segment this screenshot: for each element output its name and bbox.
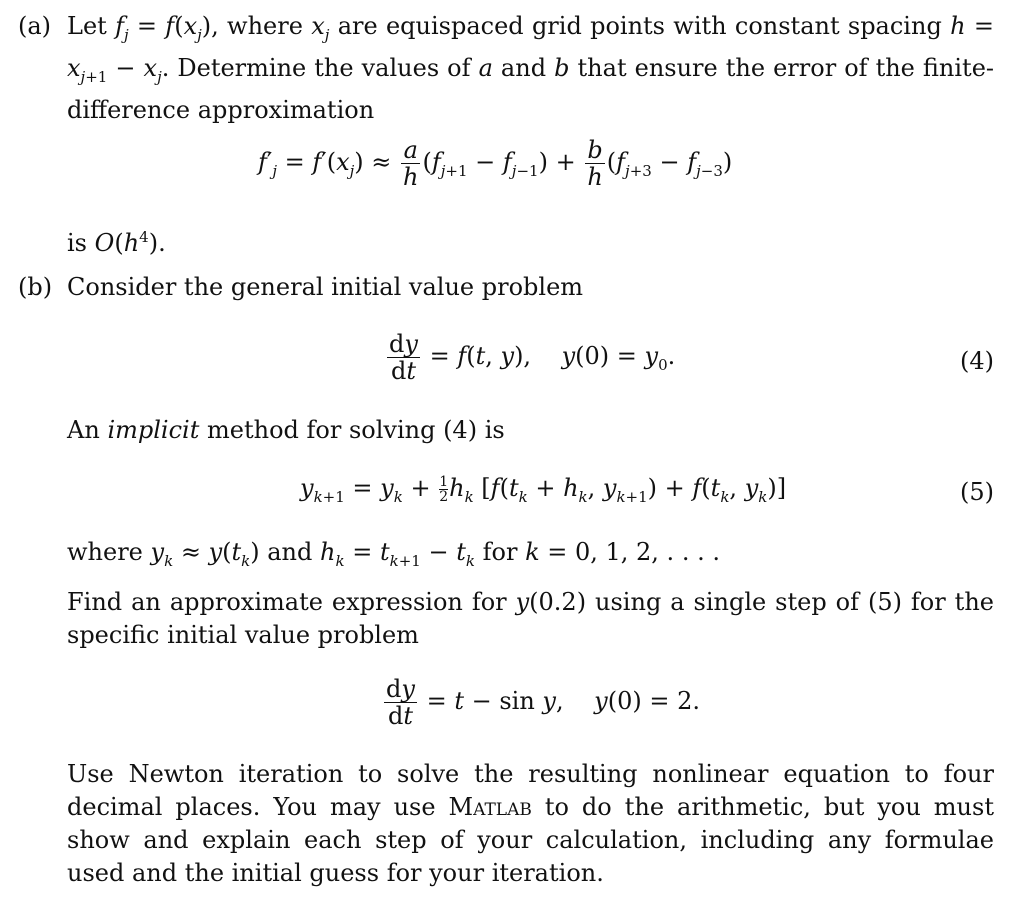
general-ivp-equation: $\frac{dy}{dt}$ = f(t, y), $y(0) = y_0$. xyxy=(389,330,676,385)
equation-number-4: (4) xyxy=(960,347,994,375)
part-a-statement: Let $f_j = f(x_j)$, where $x_j$ are equispaced grid points with constant spacing $h = x_{j+1} - x_j$. Determine the values of a and b that ensure the error of the finite-difference approximation xyxy=(67,12,995,124)
specific-ivp-equation: $\frac{dy}{dt}$ = t − sin y, y(0) = 2. xyxy=(386,675,700,730)
part-b-label: (b) xyxy=(18,273,53,301)
where-definitions-text: where $y_k \approx y(t_k)$ and $h_k = t_{k+1} - t_k$ for k = 0, 1, 2, . . . . xyxy=(67,538,720,570)
finite-difference-equation: $f'_j = f'(x_j)$ ≈ $\frac{a}{h}$ $(f_{j+1} - f_{j-1})$ + $\frac{b}{h}$ $(f_{j+3} - f_{j-3})$ xyxy=(258,136,733,191)
implicit-method-equation: $y_{k+1} = y_k$ + $\frac{1}{2}$ $h_k$ [$f(t_k + h_k$, $y_{k+1}) + f(t_k$, $y_k$)] xyxy=(300,474,787,506)
implicit-method-text: An implicit method for solving (4) is xyxy=(67,416,505,444)
error-order-text: is $O(h^4)$. xyxy=(67,228,166,257)
newton-instruction-text: Use Newton iteration to solve the resulting nonlinear equation to four decimal places. You may use Matlab to do the arithmetic, but you must show and explain each step of your calculation, including any formulae used and the initial guess for your iteration. xyxy=(67,760,994,887)
equation-number-5: (5) xyxy=(960,478,994,506)
find-expression-text: Find an approximate expression for y(0.2) using a single step of (5) for the specific initial value problem xyxy=(67,588,994,649)
part-a-label: (a) xyxy=(18,12,52,40)
part-b-intro: Consider the general initial value problem xyxy=(67,273,584,301)
